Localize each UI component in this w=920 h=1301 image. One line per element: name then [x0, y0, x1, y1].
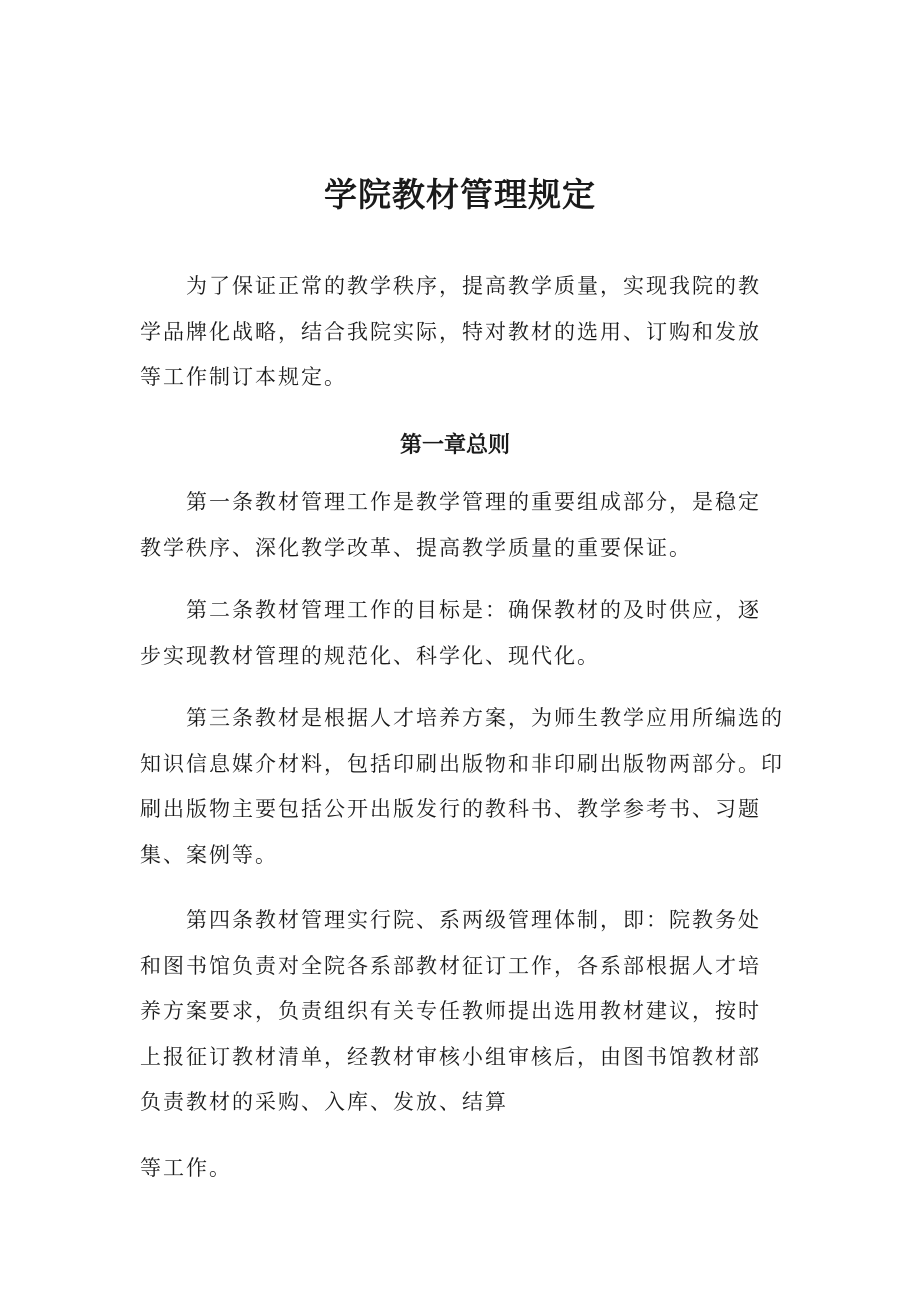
article-3-paragraph: 第三条教材是根据人才培养方案，为师生教学应用所编选的知识信息媒介材料，包括印刷出版物和非印刷出版物两部分。印刷出版物主要包括公开出版发行的教科书、教学参考书、习题集、案例等。 — [140, 706, 784, 867]
article-4-continuation: 等工作。 — [140, 1156, 232, 1180]
article-2-paragraph: 第二条教材管理工作的目标是：确保教材的及时供应，逐步实现教材管理的规范化、科学化、现代化。 — [140, 598, 761, 668]
article-1-paragraph: 第一条教材管理工作是教学管理的重要组成部分，是稳定教学秩序、深化教学改革、提高教学质量的重要保证。 — [140, 490, 761, 560]
article-4-paragraph: 第四条教材管理实行院、系两级管理体制，即：院教务处和图书馆负责对全院各系部教材征订工作，各系部根据人才培养方案要求，负责组织有关专任教师提出选用教材建议，按时上报征订教材清单，经教材审核小组审核后，由图书馆教材部负责教材的采购、入库、发放、结算 — [140, 908, 761, 1114]
intro-paragraph: 为了保证正常的教学秩序，提高教学质量，实现我院的教学品牌化战略，结合我院实际，特对教材的选用、订购和发放等工作制订本规定。 — [140, 274, 761, 389]
document-title: 学院教材管理规定 — [324, 175, 596, 214]
chapter-heading: 第一章总则 — [399, 433, 510, 458]
